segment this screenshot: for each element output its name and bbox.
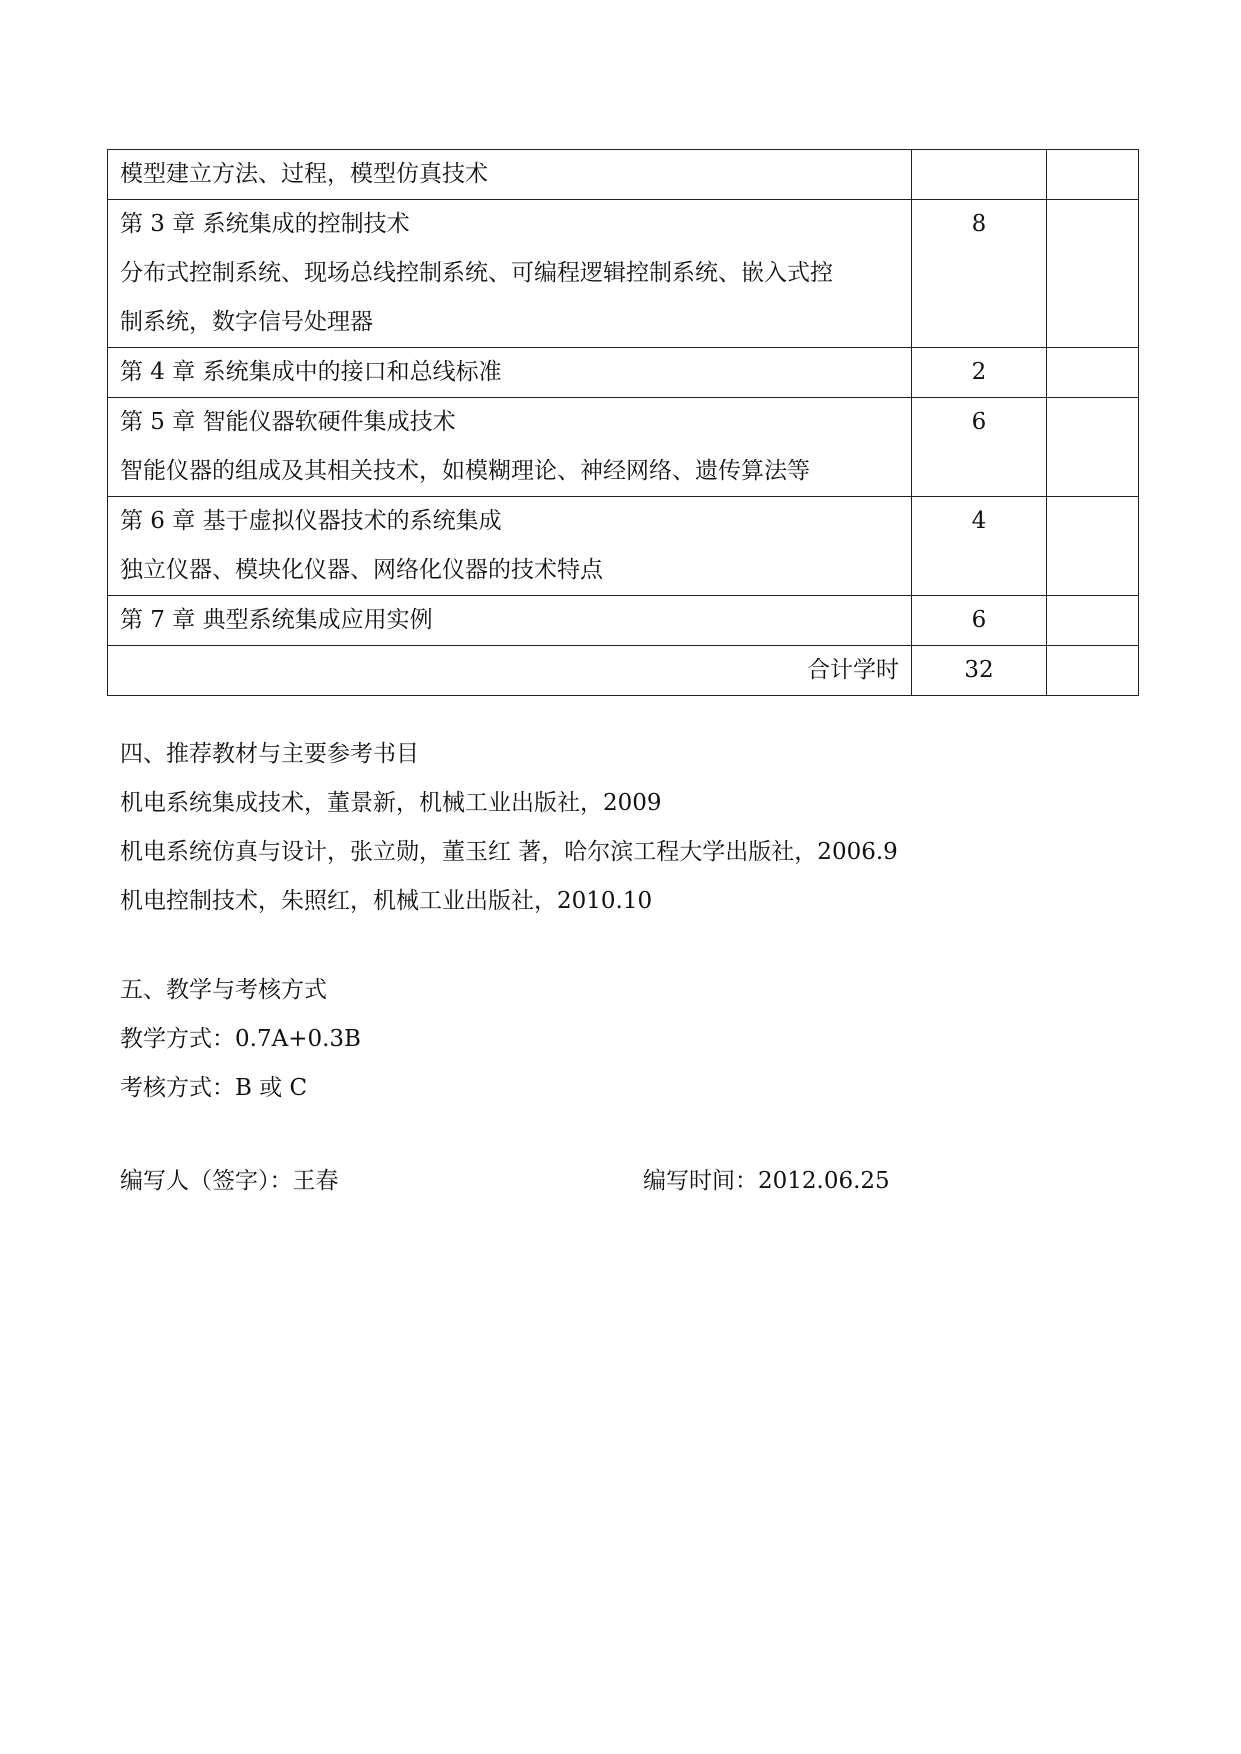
hours-cell — [912, 398, 1047, 497]
section-heading: 五、教学与考核方式 — [120, 977, 327, 1003]
remarks-cell — [1047, 497, 1139, 596]
chapter-content-cell — [108, 497, 912, 596]
hours-value — [912, 142, 1046, 150]
remarks-cell — [1047, 200, 1139, 348]
references-section — [120, 730, 898, 926]
written-date: 编写时间：2012.06.25 — [643, 1168, 890, 1194]
chapter-content-line: 模型建立方法、过程，模型仿真技术 — [120, 161, 488, 187]
hours-cell — [912, 497, 1047, 596]
hours-cell — [912, 646, 1047, 696]
chapter-content-line: 分布式控制系统、现场总线控制系统、可编程逻辑控制系统、嵌入式控 — [120, 260, 833, 286]
chapter-title: 第 3 章 系统集成的控制技术 — [120, 211, 410, 237]
hours-value: 8 — [971, 211, 987, 237]
total-hours-label: 合计学时 — [807, 657, 899, 683]
chapter-title: 第 4 章 系统集成中的接口和总线标准 — [120, 359, 502, 385]
chapter-title: 第 5 章 智能仪器软硬件集成技术 — [120, 409, 456, 435]
total-label-cell — [108, 646, 912, 696]
remarks-cell — [1047, 596, 1139, 646]
remarks-cell — [1047, 646, 1139, 696]
chapter-title: 第 7 章 典型系统集成应用实例 — [120, 607, 433, 633]
hours-value: 2 — [971, 359, 987, 385]
total-hours-value: 32 — [964, 657, 994, 683]
chapter-content-line: 制系统，数字信号处理器 — [120, 309, 373, 335]
table-row — [108, 200, 1139, 348]
hours-value: 4 — [971, 508, 987, 534]
remarks-cell — [1047, 150, 1139, 200]
chapter-content-cell — [108, 200, 912, 348]
remarks-cell — [1047, 348, 1139, 398]
teaching-method: 教学方式：0.7A+0.3B — [120, 1026, 361, 1052]
author-signature: 编写人（签字）：王春 — [120, 1168, 339, 1194]
remarks-cell — [1047, 398, 1139, 497]
course-schedule-table — [107, 149, 1139, 696]
section-heading: 四、推荐教材与主要参考书目 — [120, 741, 419, 767]
reference-item: 机电系统仿真与设计，张立勋，董玉红 著，哈尔滨工程大学出版社，2006.9 — [120, 839, 898, 865]
chapter-content-cell — [108, 398, 912, 497]
hours-value: 6 — [971, 409, 987, 435]
hours-cell — [912, 200, 1047, 348]
reference-item: 机电控制技术，朱照红，机械工业出版社，2010.10 — [120, 888, 653, 914]
exam-method: 考核方式：B 或 C — [120, 1075, 308, 1101]
chapter-content-line: 智能仪器的组成及其相关技术，如模糊理论、神经网络、遗传算法等 — [120, 458, 810, 484]
reference-item: 机电系统集成技术，董景新，机械工业出版社，2009 — [120, 790, 662, 816]
chapter-title: 第 6 章 基于虚拟仪器技术的系统集成 — [120, 508, 502, 534]
hours-value: 6 — [971, 607, 987, 633]
assessment-section — [120, 966, 361, 1113]
table-row — [108, 497, 1139, 596]
table-row — [108, 398, 1139, 497]
chapter-content-line: 独立仪器、模块化仪器、网络化仪器的技术特点 — [120, 557, 603, 583]
table-total-row — [108, 646, 1139, 696]
